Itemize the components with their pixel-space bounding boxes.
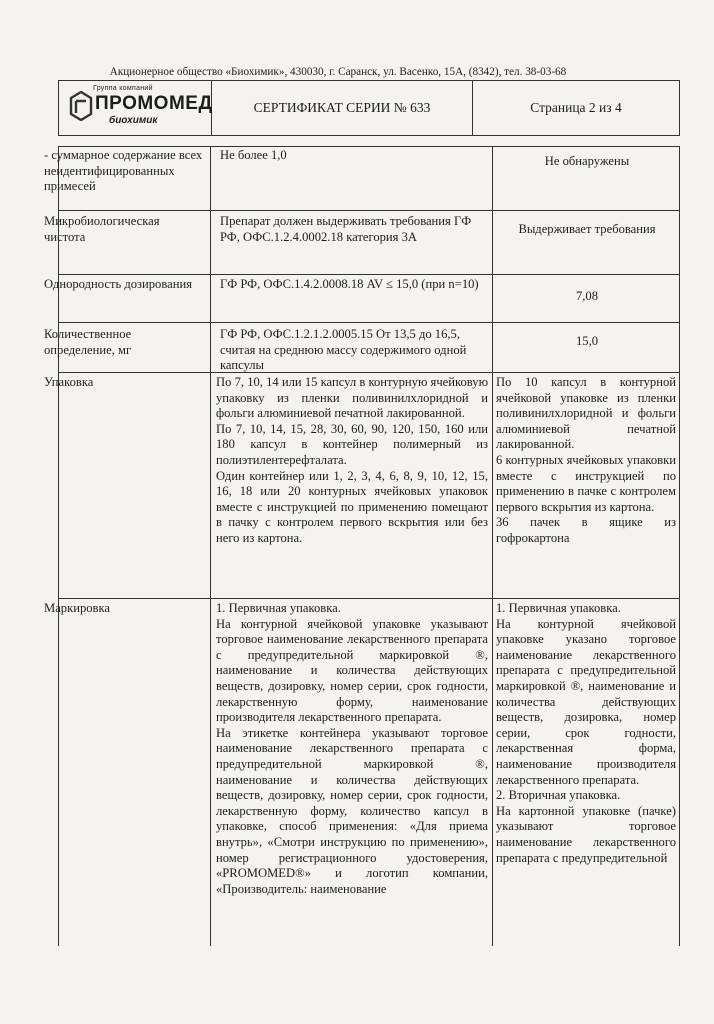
result-paragraph: 6 контурных ячейковых упаковки вместе с инструкцией по применению в пачке с контролем первого вскрытия из картона. — [496, 452, 676, 514]
result-paragraph: 1. Первичная упаковка. — [496, 601, 621, 615]
result-paragraph: 2. Вторичная упаковка. — [496, 788, 621, 803]
table-row-norm: Не более 1,0 — [220, 148, 287, 162]
result-paragraph: 36 пачек в ящике из гофрокартона — [496, 515, 676, 545]
certificate-header — [58, 80, 680, 136]
table-row-label: Упаковка — [44, 375, 94, 389]
table-row-result — [496, 601, 676, 866]
table-row-label: Однородность дозирования — [44, 277, 193, 291]
norm-paragraph: 1. Первичная упаковка. — [216, 601, 341, 615]
norm-paragraph: По 7, 10, 14, 15, 28, 30, 60, 90, 120, 150, 160 или 180 капсул в контейнер полимерный из полиэтилентерефталата. — [216, 421, 488, 467]
logo-group-text: Группа компаний — [93, 85, 153, 92]
table-row-label: Маркировка — [44, 601, 111, 615]
table-row-norm: Препарат должен выдерживать требования ГФ РФ, ОФС.1.2.4.0002.18 категория 3А — [220, 214, 472, 244]
table-row-norm: ГФ РФ, ОФС.1.4.2.0008.18 AV ≤ 15,0 (при n=10) — [220, 277, 479, 291]
specification-table — [44, 146, 680, 946]
table-row-result: 15,0 — [575, 334, 599, 348]
certificate-title: СЕРТИФИКАТ СЕРИИ № 633 — [212, 81, 473, 135]
result-paragraph: По 10 капсул в контурной ячейковой упаковке из пленки поливинилхлоридной и фольги алюминиевой печатной лакированной. — [496, 375, 676, 452]
table-row-label: Количественное определение, мг — [44, 327, 132, 357]
page-number: Страница 2 из 4 — [530, 100, 622, 115]
table-row-result: Выдерживает требования — [518, 222, 656, 236]
result-paragraph: На контурной ячейковой упаковке указано торговое наименование лекарственного препарата с предупредительной маркировкой ®, наименование и количества действующих веществ, дозировка, номер серии, срок годности, лекарственная форма, наименование производителя лекарственного препарата. — [496, 616, 676, 787]
table-row-result: Не обнаружены — [544, 154, 630, 168]
table-row-result — [496, 375, 676, 547]
norm-paragraph: Один контейнер или 1, 2, 3, 4, 6, 8, 9, 10, 12, 15, 16, 18 или 20 контурных ячейковых упаковок вместе с инструкцией по применению помещают в пачку с контролем первого вскрытия или без него из картона. — [216, 468, 488, 545]
promomed-logo-icon — [69, 91, 93, 121]
norm-paragraph: По 7, 10, 14 или 15 капсул в контурную ячейковую упаковку из пленки поливинилхлоридной и фольги алюминиевой печатной лакированной. — [216, 375, 488, 421]
norm-paragraph: На контурной ячейковой упаковке указывают торговое наименование лекарственного препарата с предупредительной маркировкой ®, наименование и количества действующих веществ, дозировку, номер серии, срок годности, лекарственную форму, наименование производителя лекарственного препарата. — [216, 616, 488, 725]
company-logo — [59, 81, 212, 135]
norm-paragraph: На этикетке контейнера указывают торговое наименование лекарственного препарата с предупредительной маркировкой ®, наименование и количества действующих веществ, дозировку, номер серии, срок годности, лекарственную форму, количество капсул в упаковке, способ применения: «Для приема внутрь», «Смотри инструкцию по применению», номер регистрационного удостоверения, «PROMOMED®» и логотип компании, «Производитель: наименование — [216, 725, 488, 896]
logo-brand: ПРОМОМЕД — [95, 93, 213, 114]
logo-sub-brand: биохимик — [109, 115, 158, 126]
table-row-norm: ГФ РФ, ОФС.1.2.1.2.0005.15 От 13,5 до 16,5, считая на среднюю массу содержимого одной капсулы — [220, 327, 467, 373]
table-row-norm — [216, 375, 488, 547]
table-row-result: 7,08 — [575, 289, 599, 303]
table-row-label: Микробиологическая чистота — [44, 214, 160, 244]
company-address: Акционерное общество «Биохимик», 430030, г. Саранск, ул. Васенко, 15А, (8342), тел. 38-03-68 — [109, 66, 567, 78]
table-row-label: - суммарное содержание всех неидентифицированных примесей — [44, 148, 203, 194]
table-row-norm — [216, 601, 488, 897]
result-paragraph: На картонной упаковке (пачке) указывают торговое наименование лекарственного препарата с предупредительной — [496, 803, 676, 865]
